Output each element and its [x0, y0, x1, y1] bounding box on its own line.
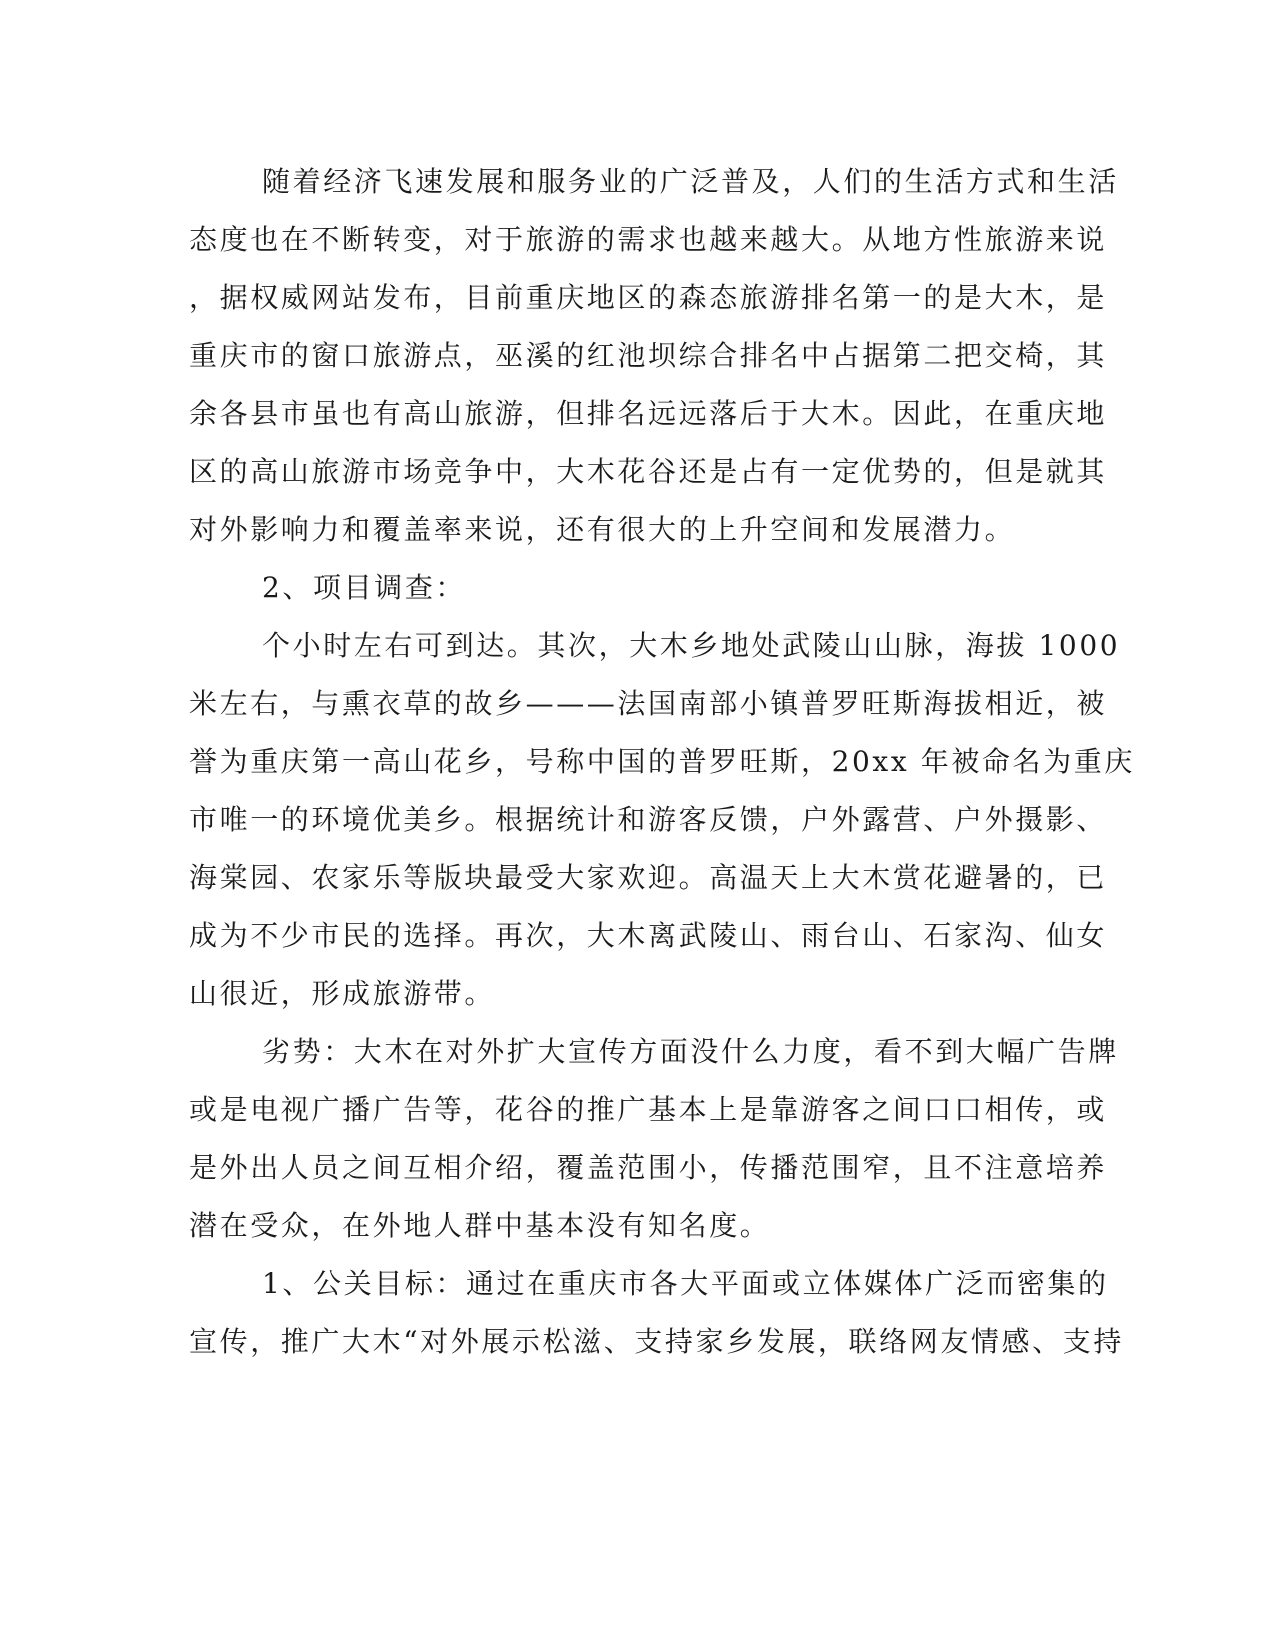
text-line: 山很近，形成旅游带。 [189, 977, 496, 1010]
text-line: 随着经济飞速发展和服务业的广泛普及，人们的生活方式和生活 [262, 165, 1119, 198]
text-line: 是外出人员之间互相介绍，覆盖范围小，传播范围窄，且不注意培养 [189, 1151, 1108, 1184]
text-line: 海棠园、农家乐等版块最受大家欢迎。高温天上大木赏花避暑的，已 [189, 861, 1108, 894]
text-line: 市唯一的环境优美乡。根据统计和游客反馈，户外露营、户外摄影、 [189, 803, 1108, 836]
text-line: 劣势：大木在对外扩大宣传方面没什么力度，看不到大幅广告牌 [262, 1035, 1119, 1068]
text-line: 宣传，推广大木“对外展示松滋、支持家乡发展，联络网友情感、支持 [189, 1325, 1124, 1358]
text-line: 潜在受众，在外地人群中基本没有知名度。 [189, 1209, 771, 1242]
text-line: 态度也在不断转变，对于旅游的需求也越来越大。从地方性旅游来说 [189, 223, 1108, 256]
section-heading: 2、项目调查： [262, 571, 467, 604]
text-line: 1、公关目标：通过在重庆市各大平面或立体媒体广泛而密集的 [262, 1267, 1109, 1300]
text-line: 区的高山旅游市场竞争中，大木花谷还是占有一定优势的，但是就其 [189, 455, 1108, 488]
text-line: ，据权威网站发布，目前重庆地区的森态旅游排名第一的是大木，是 [189, 281, 1108, 314]
text-line: 誉为重庆第一高山花乡，号称中国的普罗旺斯，20xx 年被命名为重庆 [189, 745, 1135, 778]
text-line: 或是电视广播广告等，花谷的推广基本上是靠游客之间口口相传，或 [189, 1093, 1108, 1126]
text-line: 余各县市虽也有高山旅游，但排名远远落后于大木。因此，在重庆地 [189, 397, 1108, 430]
text-line: 对外影响力和覆盖率来说，还有很大的上升空间和发展潜力。 [189, 513, 1016, 546]
text-line: 个小时左右可到达。其次，大木乡地处武陵山山脉，海拔 1000 [262, 629, 1121, 662]
text-line: 重庆市的窗口旅游点，巫溪的红池坝综合排名中占据第二把交椅，其 [189, 339, 1108, 372]
text-line: 米左右，与熏衣草的故乡———法国南部小镇普罗旺斯海拔相近，被 [189, 687, 1108, 720]
text-line: 成为不少市民的选择。再次，大木离武陵山、雨台山、石家沟、仙女 [189, 919, 1108, 952]
